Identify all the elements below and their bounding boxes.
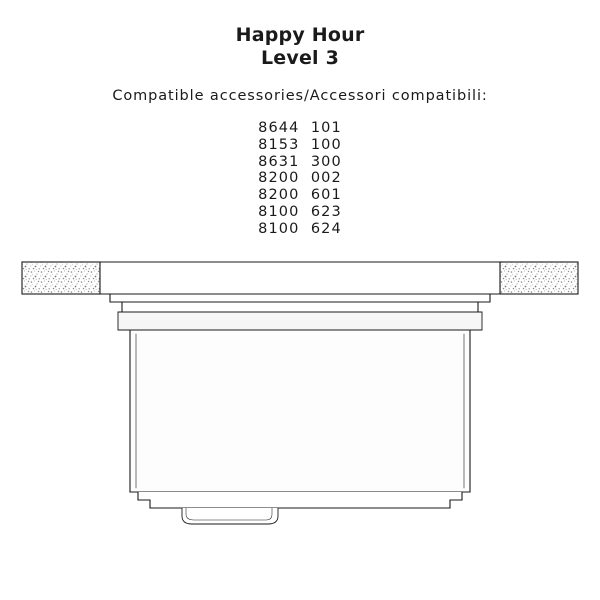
list-item: 8153 100 [258,136,342,153]
list-item: 8200 601 [258,187,342,204]
list-item: 8200 002 [258,170,342,187]
product-level: Level 3 [260,47,339,69]
list-item: 8644 101 [258,120,342,136]
list-item: 8631 300 [258,153,342,170]
product-title: Happy Hour [235,24,365,46]
list-item: 8100 623 [258,203,342,220]
accessories-heading: Compatible accessories/Accessori compatibili: [112,88,488,104]
list-item: 8100 624 [258,220,342,237]
